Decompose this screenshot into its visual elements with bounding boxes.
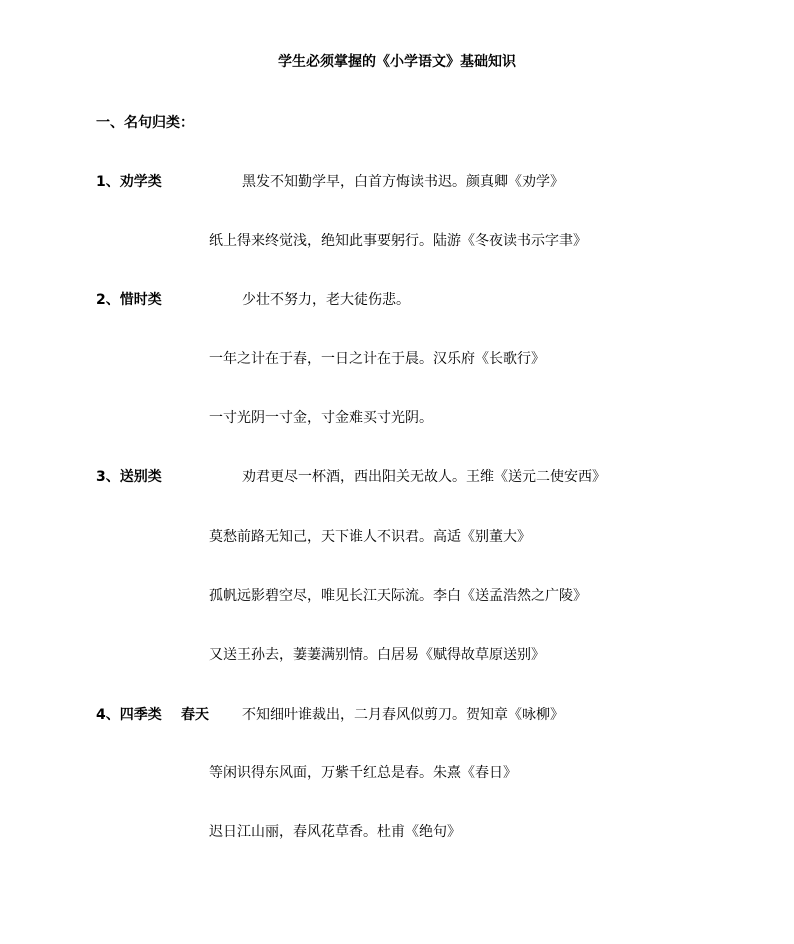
- quote-line: 一年之计在于春，一日之计在于晨。汉乐府《长歌行》: [209, 351, 545, 367]
- quote-line: 孤帆远影碧空尽，唯见长江天际流。李白《送孟浩然之广陵》: [209, 588, 587, 604]
- category-row: [0, 705, 794, 725]
- quote-line: 迟日江山丽，春风花草香。杜甫《绝句》: [209, 824, 461, 840]
- category-sublabel: 春天: [181, 707, 209, 723]
- quote-line: 不知细叶谁裁出，二月春风似剪刀。贺知章《咏柳》: [242, 707, 564, 723]
- quote-row: [0, 586, 794, 606]
- category-label: 1、劝学类: [96, 174, 162, 190]
- quote-line: 劝君更尽一杯酒，西出阳关无故人。王维《送元二使安西》: [242, 469, 606, 485]
- category-label: 4、四季类: [96, 707, 162, 723]
- quote-line: 等闲识得东风面，万紫千红总是春。朱熹《春日》: [209, 765, 517, 781]
- quote-row: [0, 645, 794, 665]
- quote-row: [0, 527, 794, 547]
- category-label: 2、惜时类: [96, 292, 162, 308]
- category-row: [0, 467, 794, 487]
- quote-line: 一寸光阴一寸金，寸金难买寸光阴。: [209, 410, 433, 426]
- section-heading: 一、名句归类：: [96, 115, 194, 131]
- category-row: [0, 172, 794, 192]
- quote-line: 又送王孙去，萋萋满别情。白居易《赋得故草原送别》: [209, 647, 545, 663]
- quote-row: [0, 408, 794, 428]
- quote-row: [0, 763, 794, 783]
- category-row: [0, 290, 794, 310]
- quote-row: [0, 822, 794, 842]
- quote-line: 黑发不知勤学早，白首方悔读书迟。颜真卿《劝学》: [242, 174, 564, 190]
- quote-row: [0, 231, 794, 251]
- quote-line: 少壮不努力，老大徒伤悲。: [242, 292, 410, 308]
- category-label: 3、送别类: [96, 469, 162, 485]
- quote-row: [0, 349, 794, 369]
- quote-line: 莫愁前路无知己，天下谁人不识君。高适《别董大》: [209, 529, 531, 545]
- document-title: 学生必须掌握的《小学语文》基础知识: [278, 54, 516, 70]
- quote-line: 纸上得来终觉浅，绝知此事要躬行。陆游《冬夜读书示字聿》: [209, 233, 587, 249]
